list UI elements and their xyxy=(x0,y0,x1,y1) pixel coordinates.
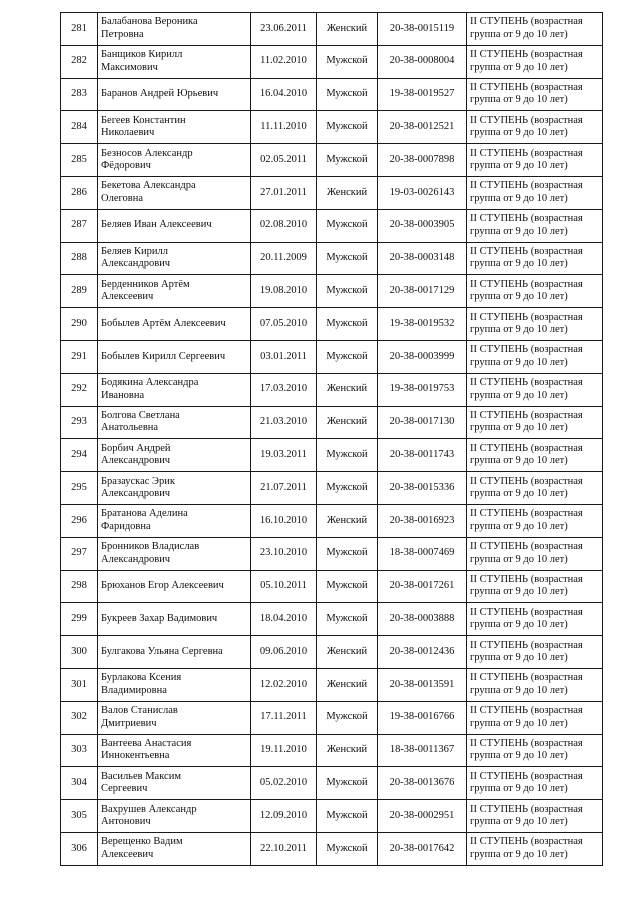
birth-date-cell: 27.01.2011 xyxy=(251,176,317,209)
full-name-cell: Бекетова Александра Олеговна xyxy=(98,176,251,209)
gender-cell: Женский xyxy=(317,406,378,439)
gender-cell: Мужской xyxy=(317,78,378,111)
uin-cell: 20-38-0015119 xyxy=(378,13,467,46)
uin-cell: 20-38-0003148 xyxy=(378,242,467,275)
uin-cell: 19-38-0019527 xyxy=(378,78,467,111)
gender-cell: Мужской xyxy=(317,472,378,505)
row-number-cell: 293 xyxy=(61,406,98,439)
row-number-cell: 295 xyxy=(61,472,98,505)
gender-cell: Мужской xyxy=(317,242,378,275)
row-number-cell: 289 xyxy=(61,275,98,308)
uin-cell: 20-38-0013591 xyxy=(378,668,467,701)
full-name-cell: Бегеев Константин Николаевич xyxy=(98,111,251,144)
uin-cell: 20-38-0016923 xyxy=(378,504,467,537)
stage-cell: II СТУПЕНЬ (возрастная группа от 9 до 10 лет) xyxy=(467,701,603,734)
birth-date-cell: 23.10.2010 xyxy=(251,537,317,570)
table-row xyxy=(61,439,603,472)
row-number-cell: 294 xyxy=(61,439,98,472)
birth-date-cell: 21.07.2011 xyxy=(251,472,317,505)
uin-cell: 19-38-0019753 xyxy=(378,373,467,406)
birth-date-cell: 09.06.2010 xyxy=(251,636,317,669)
stage-cell: II СТУПЕНЬ (возрастная группа от 9 до 10 лет) xyxy=(467,668,603,701)
full-name-cell: Болгова Светлана Анатольевна xyxy=(98,406,251,439)
table-row xyxy=(61,701,603,734)
table-row xyxy=(61,800,603,833)
participants-table xyxy=(60,12,603,866)
table-row xyxy=(61,406,603,439)
table-row xyxy=(61,537,603,570)
gender-cell: Женский xyxy=(317,373,378,406)
table-row xyxy=(61,45,603,78)
full-name-cell: Валов Станислав Дмитриевич xyxy=(98,701,251,734)
uin-cell: 20-38-0011743 xyxy=(378,439,467,472)
table-row xyxy=(61,373,603,406)
uin-cell: 20-38-0017261 xyxy=(378,570,467,603)
uin-cell: 18-38-0007469 xyxy=(378,537,467,570)
birth-date-cell: 17.11.2011 xyxy=(251,701,317,734)
birth-date-cell: 11.02.2010 xyxy=(251,45,317,78)
row-number-cell: 299 xyxy=(61,603,98,636)
birth-date-cell: 21.03.2010 xyxy=(251,406,317,439)
row-number-cell: 282 xyxy=(61,45,98,78)
birth-date-cell: 19.03.2011 xyxy=(251,439,317,472)
stage-cell: II СТУПЕНЬ (возрастная группа от 9 до 10 лет) xyxy=(467,636,603,669)
stage-cell: II СТУПЕНЬ (возрастная группа от 9 до 10 лет) xyxy=(467,373,603,406)
stage-cell: II СТУПЕНЬ (возрастная группа от 9 до 10 лет) xyxy=(467,13,603,46)
table-row xyxy=(61,176,603,209)
full-name-cell: Вантеева Анастасия Иннокентьевна xyxy=(98,734,251,767)
gender-cell: Мужской xyxy=(317,537,378,570)
row-number-cell: 290 xyxy=(61,308,98,341)
gender-cell: Женский xyxy=(317,13,378,46)
uin-cell: 19-03-0026143 xyxy=(378,176,467,209)
uin-cell: 18-38-0011367 xyxy=(378,734,467,767)
uin-cell: 20-38-0017130 xyxy=(378,406,467,439)
table-row xyxy=(61,111,603,144)
birth-date-cell: 20.11.2009 xyxy=(251,242,317,275)
table-body xyxy=(61,13,603,866)
table-row xyxy=(61,472,603,505)
birth-date-cell: 23.06.2011 xyxy=(251,13,317,46)
stage-cell: II СТУПЕНЬ (возрастная группа от 9 до 10 лет) xyxy=(467,340,603,373)
birth-date-cell: 16.04.2010 xyxy=(251,78,317,111)
birth-date-cell: 19.11.2010 xyxy=(251,734,317,767)
full-name-cell: Бразаускас Эрик Александрович xyxy=(98,472,251,505)
full-name-cell: Бобылев Кирилл Сергеевич xyxy=(98,340,251,373)
full-name-cell: Беляев Кирилл Александрович xyxy=(98,242,251,275)
row-number-cell: 287 xyxy=(61,209,98,242)
gender-cell: Мужской xyxy=(317,209,378,242)
birth-date-cell: 17.03.2010 xyxy=(251,373,317,406)
uin-cell: 20-38-0007898 xyxy=(378,144,467,177)
gender-cell: Мужской xyxy=(317,275,378,308)
row-number-cell: 288 xyxy=(61,242,98,275)
birth-date-cell: 05.02.2010 xyxy=(251,767,317,800)
birth-date-cell: 03.01.2011 xyxy=(251,340,317,373)
uin-cell: 20-38-0015336 xyxy=(378,472,467,505)
birth-date-cell: 19.08.2010 xyxy=(251,275,317,308)
uin-cell: 20-38-0017129 xyxy=(378,275,467,308)
row-number-cell: 291 xyxy=(61,340,98,373)
uin-cell: 20-38-0002951 xyxy=(378,800,467,833)
gender-cell: Женский xyxy=(317,504,378,537)
stage-cell: II СТУПЕНЬ (возрастная группа от 9 до 10 лет) xyxy=(467,832,603,865)
gender-cell: Мужской xyxy=(317,340,378,373)
birth-date-cell: 12.09.2010 xyxy=(251,800,317,833)
uin-cell: 20-38-0008004 xyxy=(378,45,467,78)
gender-cell: Мужской xyxy=(317,832,378,865)
row-number-cell: 296 xyxy=(61,504,98,537)
full-name-cell: Баранов Андрей Юрьевич xyxy=(98,78,251,111)
gender-cell: Мужской xyxy=(317,308,378,341)
table-row xyxy=(61,636,603,669)
stage-cell: II СТУПЕНЬ (возрастная группа от 9 до 10 лет) xyxy=(467,537,603,570)
birth-date-cell: 16.10.2010 xyxy=(251,504,317,537)
stage-cell: II СТУПЕНЬ (возрастная группа от 9 до 10 лет) xyxy=(467,209,603,242)
gender-cell: Женский xyxy=(317,176,378,209)
row-number-cell: 303 xyxy=(61,734,98,767)
table-row xyxy=(61,734,603,767)
full-name-cell: Булгакова Ульяна Сергевна xyxy=(98,636,251,669)
gender-cell: Мужской xyxy=(317,767,378,800)
stage-cell: II СТУПЕНЬ (возрастная группа от 9 до 10 лет) xyxy=(467,45,603,78)
uin-cell: 20-38-0012436 xyxy=(378,636,467,669)
stage-cell: II СТУПЕНЬ (возрастная группа от 9 до 10 лет) xyxy=(467,767,603,800)
full-name-cell: Безносов Александр Фёдорович xyxy=(98,144,251,177)
full-name-cell: Букреев Захар Вадимович xyxy=(98,603,251,636)
gender-cell: Мужской xyxy=(317,603,378,636)
uin-cell: 19-38-0016766 xyxy=(378,701,467,734)
stage-cell: II СТУПЕНЬ (возрастная группа от 9 до 10 лет) xyxy=(467,242,603,275)
gender-cell: Мужской xyxy=(317,144,378,177)
row-number-cell: 298 xyxy=(61,570,98,603)
table-row xyxy=(61,13,603,46)
table-row xyxy=(61,832,603,865)
table-row xyxy=(61,144,603,177)
uin-cell: 20-38-0003888 xyxy=(378,603,467,636)
table-row xyxy=(61,275,603,308)
table-row xyxy=(61,668,603,701)
table-row xyxy=(61,242,603,275)
gender-cell: Мужской xyxy=(317,570,378,603)
full-name-cell: Банщиков Кирилл Максимович xyxy=(98,45,251,78)
birth-date-cell: 02.05.2011 xyxy=(251,144,317,177)
table-row xyxy=(61,767,603,800)
table-row xyxy=(61,340,603,373)
stage-cell: II СТУПЕНЬ (возрастная группа от 9 до 10 лет) xyxy=(467,570,603,603)
birth-date-cell: 07.05.2010 xyxy=(251,308,317,341)
gender-cell: Мужской xyxy=(317,701,378,734)
row-number-cell: 301 xyxy=(61,668,98,701)
row-number-cell: 281 xyxy=(61,13,98,46)
table-row xyxy=(61,209,603,242)
uin-cell: 20-38-0003905 xyxy=(378,209,467,242)
gender-cell: Женский xyxy=(317,734,378,767)
birth-date-cell: 18.04.2010 xyxy=(251,603,317,636)
birth-date-cell: 22.10.2011 xyxy=(251,832,317,865)
gender-cell: Мужской xyxy=(317,439,378,472)
full-name-cell: Братанова Аделина Фаридовна xyxy=(98,504,251,537)
gender-cell: Мужской xyxy=(317,111,378,144)
birth-date-cell: 02.08.2010 xyxy=(251,209,317,242)
row-number-cell: 297 xyxy=(61,537,98,570)
stage-cell: II СТУПЕНЬ (возрастная группа от 9 до 10 лет) xyxy=(467,176,603,209)
row-number-cell: 286 xyxy=(61,176,98,209)
full-name-cell: Бодякина Александра Ивановна xyxy=(98,373,251,406)
full-name-cell: Балабанова Вероника Петровна xyxy=(98,13,251,46)
table-row xyxy=(61,504,603,537)
stage-cell: II СТУПЕНЬ (возрастная группа от 9 до 10 лет) xyxy=(467,800,603,833)
uin-cell: 20-38-0003999 xyxy=(378,340,467,373)
birth-date-cell: 11.11.2010 xyxy=(251,111,317,144)
full-name-cell: Васильев Максим Сергеевич xyxy=(98,767,251,800)
row-number-cell: 285 xyxy=(61,144,98,177)
stage-cell: II СТУПЕНЬ (возрастная группа от 9 до 10 лет) xyxy=(467,504,603,537)
stage-cell: II СТУПЕНЬ (возрастная группа от 9 до 10 лет) xyxy=(467,144,603,177)
full-name-cell: Бобылев Артём Алексеевич xyxy=(98,308,251,341)
full-name-cell: Вахрушев Александр Антонович xyxy=(98,800,251,833)
full-name-cell: Борбич Андрей Александрович xyxy=(98,439,251,472)
stage-cell: II СТУПЕНЬ (возрастная группа от 9 до 10 лет) xyxy=(467,111,603,144)
full-name-cell: Бурлакова Ксения Владимировна xyxy=(98,668,251,701)
row-number-cell: 300 xyxy=(61,636,98,669)
row-number-cell: 283 xyxy=(61,78,98,111)
row-number-cell: 304 xyxy=(61,767,98,800)
birth-date-cell: 05.10.2011 xyxy=(251,570,317,603)
stage-cell: II СТУПЕНЬ (возрастная группа от 9 до 10 лет) xyxy=(467,406,603,439)
uin-cell: 20-38-0017642 xyxy=(378,832,467,865)
stage-cell: II СТУПЕНЬ (возрастная группа от 9 до 10 лет) xyxy=(467,78,603,111)
stage-cell: II СТУПЕНЬ (возрастная группа от 9 до 10 лет) xyxy=(467,603,603,636)
row-number-cell: 305 xyxy=(61,800,98,833)
row-number-cell: 292 xyxy=(61,373,98,406)
row-number-cell: 284 xyxy=(61,111,98,144)
gender-cell: Мужской xyxy=(317,45,378,78)
stage-cell: II СТУПЕНЬ (возрастная группа от 9 до 10 лет) xyxy=(467,308,603,341)
row-number-cell: 306 xyxy=(61,832,98,865)
uin-cell: 20-38-0012521 xyxy=(378,111,467,144)
gender-cell: Женский xyxy=(317,668,378,701)
full-name-cell: Беляев Иван Алексеевич xyxy=(98,209,251,242)
full-name-cell: Берденников Артём Алексеевич xyxy=(98,275,251,308)
stage-cell: II СТУПЕНЬ (возрастная группа от 9 до 10 лет) xyxy=(467,734,603,767)
full-name-cell: Верещенко Вадим Алексеевич xyxy=(98,832,251,865)
gender-cell: Женский xyxy=(317,636,378,669)
table-row xyxy=(61,570,603,603)
gender-cell: Мужской xyxy=(317,800,378,833)
stage-cell: II СТУПЕНЬ (возрастная группа от 9 до 10 лет) xyxy=(467,275,603,308)
uin-cell: 20-38-0013676 xyxy=(378,767,467,800)
uin-cell: 19-38-0019532 xyxy=(378,308,467,341)
full-name-cell: Бронников Владислав Александрович xyxy=(98,537,251,570)
birth-date-cell: 12.02.2010 xyxy=(251,668,317,701)
table-row xyxy=(61,78,603,111)
table-row xyxy=(61,603,603,636)
full-name-cell: Брюханов Егор Алексеевич xyxy=(98,570,251,603)
table-row xyxy=(61,308,603,341)
row-number-cell: 302 xyxy=(61,701,98,734)
stage-cell: II СТУПЕНЬ (возрастная группа от 9 до 10 лет) xyxy=(467,439,603,472)
stage-cell: II СТУПЕНЬ (возрастная группа от 9 до 10 лет) xyxy=(467,472,603,505)
